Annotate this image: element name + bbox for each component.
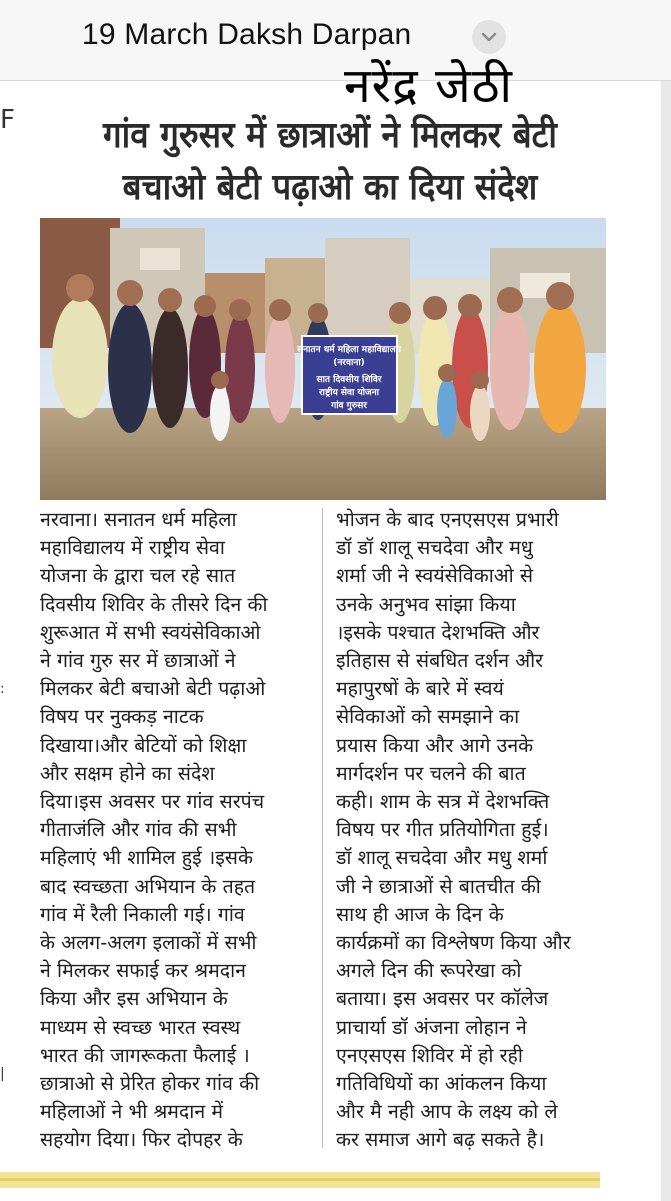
text-line: बताया। इस अवसर पर कॉलेज xyxy=(336,987,549,1011)
bottom-yellow-rule xyxy=(0,1172,600,1188)
text-line: विषय पर गीत प्रतियोगिता हुई। xyxy=(336,818,549,842)
text-line: इतिहास से संबधित दर्शन और xyxy=(336,649,544,673)
text-line: दिया।इस अवसर पर गांव सरपंच xyxy=(40,790,265,814)
text-line: के अलग-अलग इलाकों में सभी xyxy=(40,931,257,955)
text-line: प्रयास किया और आगे उनके xyxy=(336,733,534,757)
document-title[interactable]: 19 March Daksh Darpan xyxy=(82,18,412,51)
banner-line: सनातन धर्म महिला महाविद्यालय xyxy=(297,345,401,355)
banner-line: (नरवाना) xyxy=(333,358,365,368)
text-line: भोजन के बाद एनएसएस प्रभारी xyxy=(336,508,559,531)
column-divider xyxy=(322,508,323,1148)
headline-line-1: गांव गुरुसर में छात्राओं ने मिलकर बेटी xyxy=(103,115,557,156)
text-line: कार्यक्रमों का विश्लेषण किया और xyxy=(336,931,571,955)
text-line: गीताजंलि और गांव की सभी xyxy=(40,818,237,842)
text-line: गांव में रैली निकाली गई। गांव xyxy=(40,902,245,926)
handwritten-signature: नरेंद्र जेठी xyxy=(344,58,513,114)
chevron-down-icon[interactable] xyxy=(472,20,506,54)
headline-line-2: बचाओ बेटी पढ़ाओ का दिया संदेश xyxy=(122,167,538,208)
text-line: दिवसीय शिविर के तीसरे दिन की xyxy=(40,592,268,616)
text-line: सेविकाओं को समझाने का xyxy=(336,705,520,729)
text-line: मिलकर बेटी बचाओ बेटी पढ़ाओ xyxy=(40,677,266,701)
text-line: विषय पर नुक्कड़ नाटक xyxy=(40,705,204,729)
article-column-left xyxy=(40,506,320,1155)
text-line: योजना के द्वारा चल रहे सात xyxy=(40,564,236,588)
edge-mark: | xyxy=(0,1066,5,1082)
text-line: बाद स्वच्छता अभियान के तहत xyxy=(40,874,256,898)
text-line: उनके अनुभव सांझा किया xyxy=(336,592,516,616)
text-line: महिलाओं ने भी श्रमदान में xyxy=(40,1100,223,1124)
text-line: अगले दिन की रूपरेखा को xyxy=(336,959,522,983)
text-line: ने गांव गुरु सर में छात्राओं ने xyxy=(40,649,236,673)
edge-mark: F xyxy=(0,105,15,135)
edge-mark: : xyxy=(0,681,5,697)
top-bar xyxy=(0,0,671,81)
text-line: शर्मा जी ने स्वयंसेविकाओ से xyxy=(336,564,534,588)
banner-line: सात दिवसीय शिविर xyxy=(316,375,382,385)
text-line: कर समाज आगे बढ़ सकते है। xyxy=(336,1128,545,1152)
text-line: किया और इस अभियान के xyxy=(40,987,228,1011)
text-line: छात्राओ से प्रेरित होकर गांव की xyxy=(40,1072,260,1096)
text-line: एनएसएस शिविर में हो रही xyxy=(336,1043,523,1067)
text-line: माध्यम से स्वच्छ भारत स्वस्थ xyxy=(40,1015,241,1039)
text-line: और मै नही आप के लक्ष्य को ले xyxy=(336,1100,558,1124)
text-line: डॉ शालू सचदेवा और मधु शर्मा xyxy=(336,846,548,870)
text-line: महिलाएं भी शामिल हुई ।इसके xyxy=(40,846,253,870)
page-edge-strip xyxy=(661,81,671,1201)
text-line: शुरूआत में सभी स्वयंसेविकाओ xyxy=(40,620,261,644)
text-line: महाविद्यालय में राष्ट्रीय सेवा xyxy=(40,536,225,560)
banner-line: राष्ट्रीय सेवा योजना xyxy=(318,388,380,398)
text-line: प्राचार्या डॉ अंजना लोहान ने xyxy=(336,1015,527,1039)
text-line: भारत की जागरूकता फैलाई । xyxy=(40,1043,250,1067)
article-headline xyxy=(40,110,620,214)
text-line: महापुरषों के बारे में स्वयं xyxy=(336,677,504,701)
text-line: साथ ही आज के दिन के xyxy=(336,902,504,926)
text-line: कही। शाम के सत्र में देशभक्ति xyxy=(336,790,550,814)
article-column-right xyxy=(336,506,626,1155)
article-photo xyxy=(40,218,606,500)
text-line: ने मिलकर सफाई कर श्रमदान xyxy=(40,959,246,983)
text-line: मार्गदर्शन पर चलने की बात xyxy=(336,761,526,785)
text-line: दिखाया।और बेटियों को शिक्षा xyxy=(40,733,247,757)
text-line: डॉ डॉ शालू सचदेवा और मधु xyxy=(336,536,533,560)
text-line: और सक्षम होने का संदेश xyxy=(40,761,215,785)
text-line: गतिविधियों का आंकलन किया xyxy=(336,1072,547,1096)
text-line: नरवाना। सनातन धर्म महिला xyxy=(40,508,237,531)
banner-line: गांव गुरुसर xyxy=(331,401,367,411)
text-line: जी ने छात्राओं से बातचीत की xyxy=(336,874,541,898)
text-line: ।इसके पश्चात देशभक्ति और xyxy=(336,620,540,644)
text-line: सहयोग दिया। फिर दोपहर के xyxy=(40,1128,243,1152)
